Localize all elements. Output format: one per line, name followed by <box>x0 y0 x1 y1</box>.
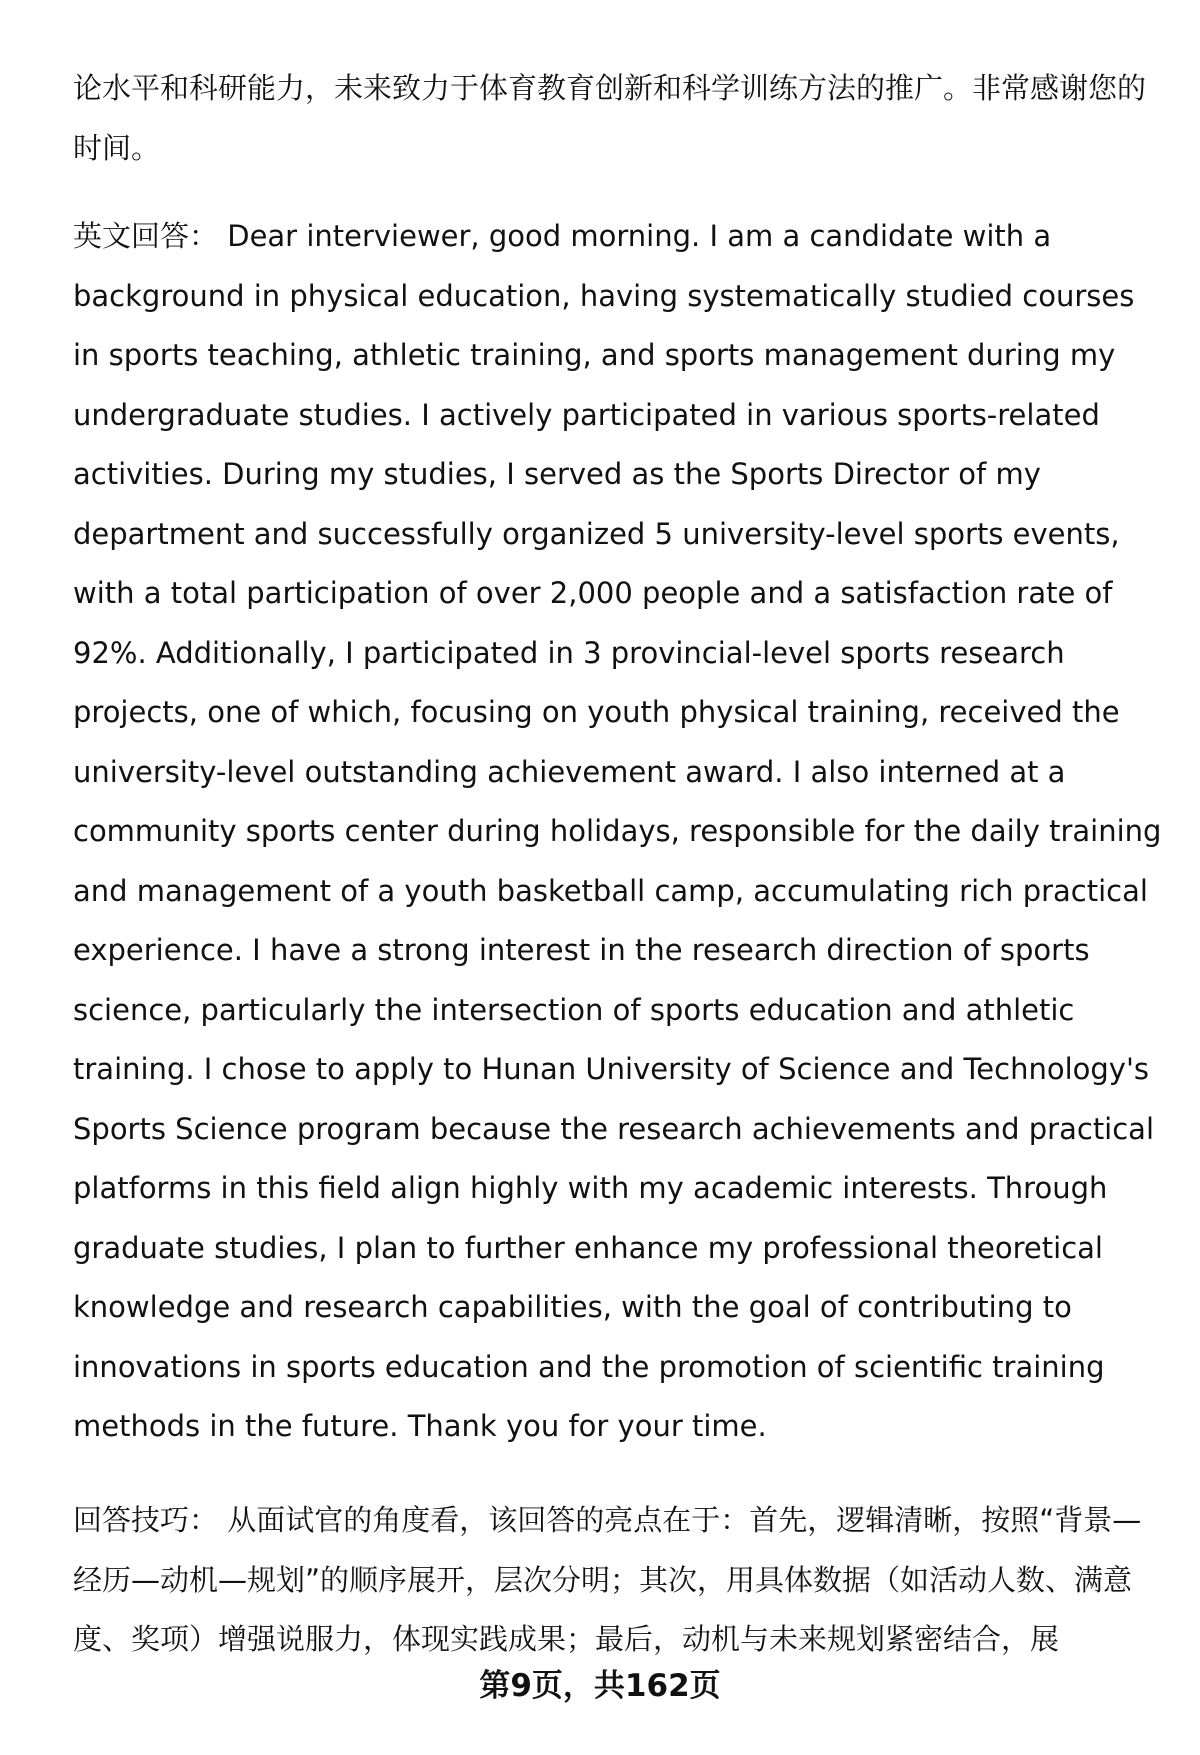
english-answer-label: 英文回答： <box>73 219 219 253</box>
answer-tips-text: 从面试官的角度看，该回答的亮点在于：首先，逻辑清晰，按照“背景—经历—动机—规划”的顺序展开，层次分明；其次，用具体数据（如活动人数、满意度、奖项）增强说服力，体现实践成果；最后，动机与未来规划紧密结合，展 <box>73 1503 1142 1656</box>
paragraph-english-answer <box>73 207 1163 1457</box>
paragraph-chinese-closing: 论水平和科研能力，未来致力于体育教育创新和科学训练方法的推广。非常感谢您的时间。 <box>73 71 1147 165</box>
english-answer-text: Dear interviewer, good morning. I am a candidate with a background in physical education, having systematically studied courses in sports teaching, athletic training, and sports management during my undergraduate studies. I actively participated in various sports-related activities. During my studies, I served as the Sports Director of my department and successfully organized 5 university-level sports events, with a total participation of over 2,000 people and a satisfaction rate of 92%. Additionally, I participated in 3 provincial-level sports research projects, one of which, focusing on youth physical training, received the university-level outstanding achievement award. I also interned at a community sports center during holidays, responsible for the daily training and management of a youth basketball camp, accumulating rich practical experience. I have a strong interest in the research direction of sports science, particularly the intersection of sports education and athletic training. I chose to apply to Hunan University of Science and Technology's Sports Science program because the research achievements and practical platforms in this field align highly with my academic interests. Through graduate studies, I plan to further enhance my professional theoretical knowledge and research capabilities, with the goal of contributing to innovations in sports education and the promotion of scientific training methods in the future. Thank you for your time. <box>73 219 1162 1443</box>
answer-tips-label: 回答技巧： <box>73 1503 219 1537</box>
paragraph-answer-tips <box>73 1491 1163 1670</box>
page-number-footer: 第9页，共162页 <box>479 1668 721 1704</box>
